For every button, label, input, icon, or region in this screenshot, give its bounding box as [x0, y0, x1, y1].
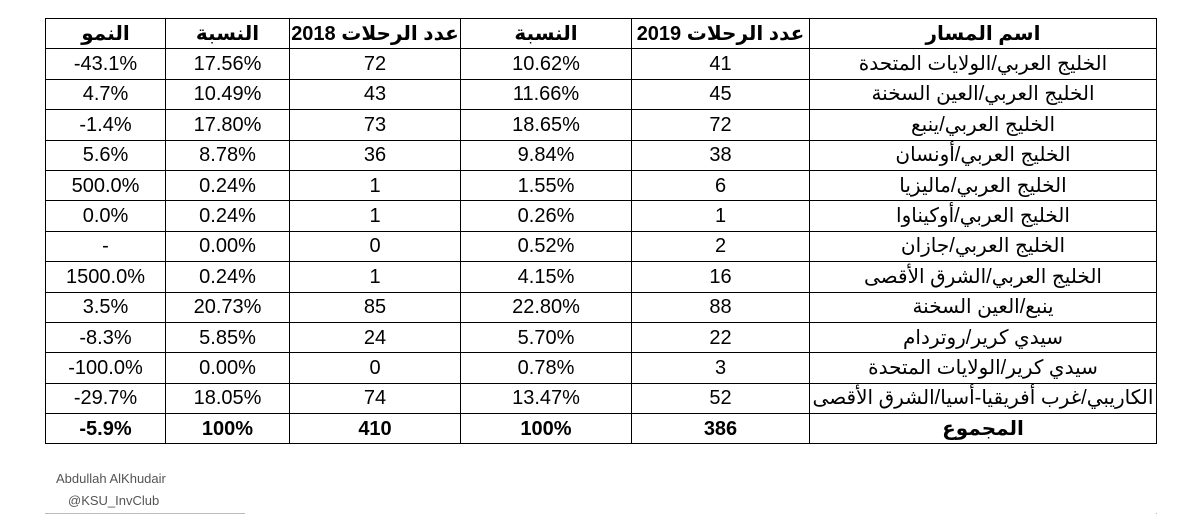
cell-share-2019: 13.47%: [461, 383, 632, 413]
cell-share-2018: 17.56%: [166, 49, 290, 79]
cell-share-2018: 17.80%: [166, 110, 290, 140]
cell-route-name: الخليج العربي/العين السخنة: [810, 79, 1157, 109]
cell-growth: -43.1%: [46, 49, 166, 79]
cell-share-2018: 0.00%: [166, 353, 290, 383]
cell-route-name: ينبع/العين السخنة: [810, 292, 1157, 322]
footer-divider-end: [1156, 513, 1157, 514]
header-trips-2018: عدد الرحلات 2018: [290, 19, 461, 49]
cell-trips-2018: 1: [290, 170, 461, 200]
table-row: [46, 140, 1157, 170]
cell-share-2018: 0.00%: [166, 231, 290, 261]
cell-share-2019: 0.78%: [461, 353, 632, 383]
cell-share-2019: 11.66%: [461, 79, 632, 109]
cell-trips-2019: 88: [632, 292, 810, 322]
cell-share-2019: 100%: [461, 414, 632, 444]
cell-share-2019: 4.15%: [461, 262, 632, 292]
cell-share-2019: 1.55%: [461, 170, 632, 200]
cell-trips-2018: 0: [290, 353, 461, 383]
header-growth: النمو: [46, 19, 166, 49]
cell-share-2018: 100%: [166, 414, 290, 444]
cell-growth: -29.7%: [46, 383, 166, 413]
cell-growth: 0.0%: [46, 201, 166, 231]
cell-share-2019: 10.62%: [461, 49, 632, 79]
cell-trips-2018: 36: [290, 140, 461, 170]
table-row: [46, 231, 1157, 261]
cell-route-name: الخليج العربي/أوكيناوا: [810, 201, 1157, 231]
cell-trips-2018: 85: [290, 292, 461, 322]
table-row: [46, 170, 1157, 200]
cell-growth: -5.9%: [46, 414, 166, 444]
cell-share-2019: 22.80%: [461, 292, 632, 322]
cell-route-name: الخليج العربي/ينبع: [810, 110, 1157, 140]
header-route-name: اسم المسار: [810, 19, 1157, 49]
cell-trips-2018: 1: [290, 262, 461, 292]
table-row: [46, 383, 1157, 413]
cell-share-2019: 5.70%: [461, 322, 632, 352]
cell-trips-2019: 2: [632, 231, 810, 261]
cell-trips-2019: 38: [632, 140, 810, 170]
header-trips-2019: عدد الرحلات 2019: [632, 19, 810, 49]
table-row: [46, 110, 1157, 140]
cell-share-2018: 20.73%: [166, 292, 290, 322]
cell-trips-2019: 386: [632, 414, 810, 444]
cell-share-2018: 5.85%: [166, 322, 290, 352]
cell-trips-2018: 73: [290, 110, 461, 140]
author-handle: @KSU_InvClub: [68, 493, 160, 508]
cell-trips-2018: 24: [290, 322, 461, 352]
cell-route-name: الخليج العربي/ماليزيا: [810, 170, 1157, 200]
cell-share-2018: 0.24%: [166, 262, 290, 292]
cell-trips-2019: 22: [632, 322, 810, 352]
cell-trips-2019: 72: [632, 110, 810, 140]
cell-trips-2019: 16: [632, 262, 810, 292]
cell-trips-2019: 1: [632, 201, 810, 231]
table-row: [46, 292, 1157, 322]
cell-share-2018: 0.24%: [166, 170, 290, 200]
table-body: [46, 49, 1157, 444]
cell-share-2018: 10.49%: [166, 79, 290, 109]
cell-trips-2019: 41: [632, 49, 810, 79]
cell-share-2019: 0.26%: [461, 201, 632, 231]
table-row: [46, 262, 1157, 292]
cell-share-2018: 8.78%: [166, 140, 290, 170]
cell-share-2018: 0.24%: [166, 201, 290, 231]
cell-growth: 1500.0%: [46, 262, 166, 292]
header-share-2018: النسبة: [166, 19, 290, 49]
cell-route-name: الخليج العربي/الشرق الأقصى: [810, 262, 1157, 292]
header-share-2019: النسبة: [461, 19, 632, 49]
table-header-row: [46, 19, 1157, 49]
cell-route-name: الكاريبي/غرب أفريقيا-أسيا/الشرق الأقصى: [810, 383, 1157, 413]
cell-trips-2019: 52: [632, 383, 810, 413]
cell-trips-2018: 74: [290, 383, 461, 413]
table-row: [46, 353, 1157, 383]
author-name: Abdullah AlKhudair: [56, 471, 166, 486]
cell-growth: 500.0%: [46, 170, 166, 200]
routes-table: [45, 18, 1157, 444]
cell-trips-2018: 1: [290, 201, 461, 231]
cell-trips-2018: 43: [290, 79, 461, 109]
cell-growth: -: [46, 231, 166, 261]
cell-route-name: الخليج العربي/الولايات المتحدة: [810, 49, 1157, 79]
cell-route-name: سيدي كرير/روتردام: [810, 322, 1157, 352]
cell-growth: 5.6%: [46, 140, 166, 170]
table-row: [46, 79, 1157, 109]
table-row: [46, 322, 1157, 352]
cell-share-2019: 18.65%: [461, 110, 632, 140]
table-row: [46, 49, 1157, 79]
cell-growth: -8.3%: [46, 322, 166, 352]
cell-share-2019: 9.84%: [461, 140, 632, 170]
table-row: [46, 201, 1157, 231]
cell-growth: -100.0%: [46, 353, 166, 383]
cell-route-name: المجموع: [810, 414, 1157, 444]
cell-trips-2019: 45: [632, 79, 810, 109]
cell-route-name: الخليج العربي/جازان: [810, 231, 1157, 261]
cell-trips-2018: 410: [290, 414, 461, 444]
total-row: [46, 414, 1157, 444]
cell-growth: 3.5%: [46, 292, 166, 322]
cell-route-name: الخليج العربي/أونسان: [810, 140, 1157, 170]
cell-growth: 4.7%: [46, 79, 166, 109]
cell-trips-2018: 0: [290, 231, 461, 261]
cell-share-2019: 0.52%: [461, 231, 632, 261]
cell-share-2018: 18.05%: [166, 383, 290, 413]
cell-growth: -1.4%: [46, 110, 166, 140]
cell-route-name: سيدي كرير/الولايات المتحدة: [810, 353, 1157, 383]
cell-trips-2019: 3: [632, 353, 810, 383]
footer-divider: [45, 513, 245, 514]
cell-trips-2018: 72: [290, 49, 461, 79]
cell-trips-2019: 6: [632, 170, 810, 200]
